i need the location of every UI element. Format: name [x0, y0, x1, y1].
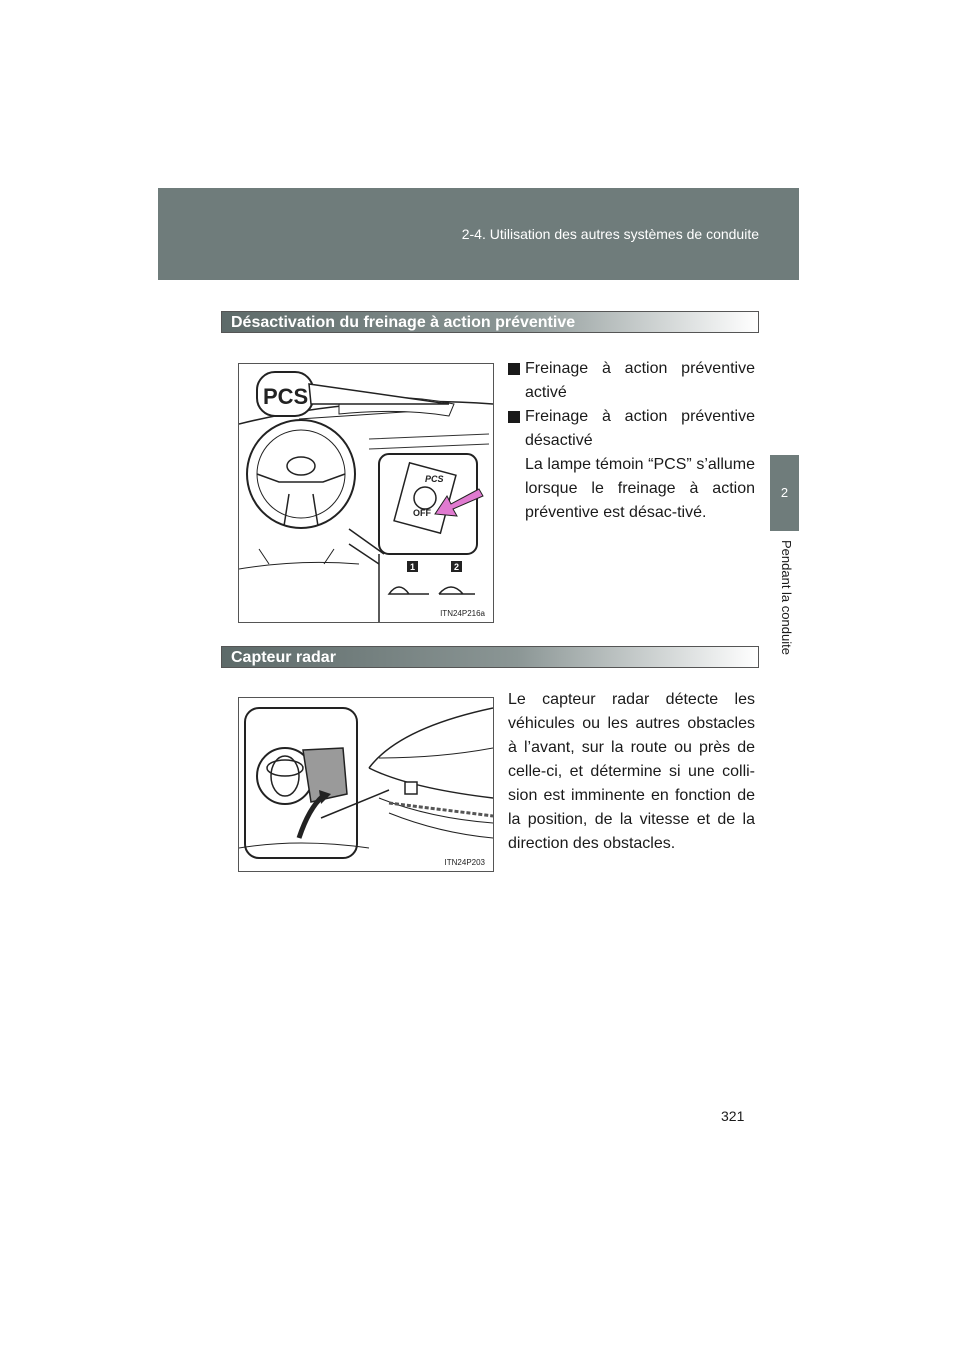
marker-1: 1 — [410, 562, 416, 572]
callout-label: PCS — [263, 384, 309, 409]
item-text: Freinage à action préventive activé — [525, 360, 755, 401]
marker-2: 2 — [454, 562, 460, 572]
item-number-badge — [508, 411, 520, 423]
figure-code: ITN24P203 — [444, 858, 485, 867]
chapter-title: 2-4. Utilisation des autres systèmes de conduite — [461, 226, 759, 242]
section-title-bar — [221, 646, 759, 668]
section-title-bar — [221, 311, 759, 333]
radar-drawing — [239, 698, 493, 871]
section-title: Capteur radar — [231, 649, 336, 666]
side-tab-number: 2 — [780, 485, 789, 500]
page-number: 321 — [721, 1108, 745, 1124]
chapter-header — [158, 188, 799, 280]
switch-pcs-label: PCS — [425, 474, 444, 484]
side-tab-label: Pendant la conduite — [779, 540, 794, 655]
switch-off-label: OFF — [413, 508, 431, 518]
radar-sensor-illustration — [238, 697, 494, 872]
item-number-badge — [508, 363, 520, 375]
section-title: Désactivation du freinage à action préventive — [231, 314, 576, 331]
list-item — [508, 405, 755, 453]
body-paragraph: Le capteur radar détecte les véhicules ou les autres obstacles à l’avant, sur la route ou près de celle-ci, et détermine si une colli-sion est imminente en fonction de la position, de la vitesse et de la direction des obstacles. — [508, 691, 755, 852]
pcs-switch-illustration — [238, 363, 494, 623]
figure-code: ITN24P216a — [440, 609, 485, 618]
item-text: Freinage à action préventive désactivé — [525, 408, 755, 449]
side-tab — [770, 455, 799, 531]
list-item — [508, 357, 755, 405]
note-paragraph: La lampe témoin “PCS” s’allume lorsque le freinage à action préventive est désac-tivé. — [525, 456, 755, 521]
dashboard-drawing — [239, 364, 493, 622]
